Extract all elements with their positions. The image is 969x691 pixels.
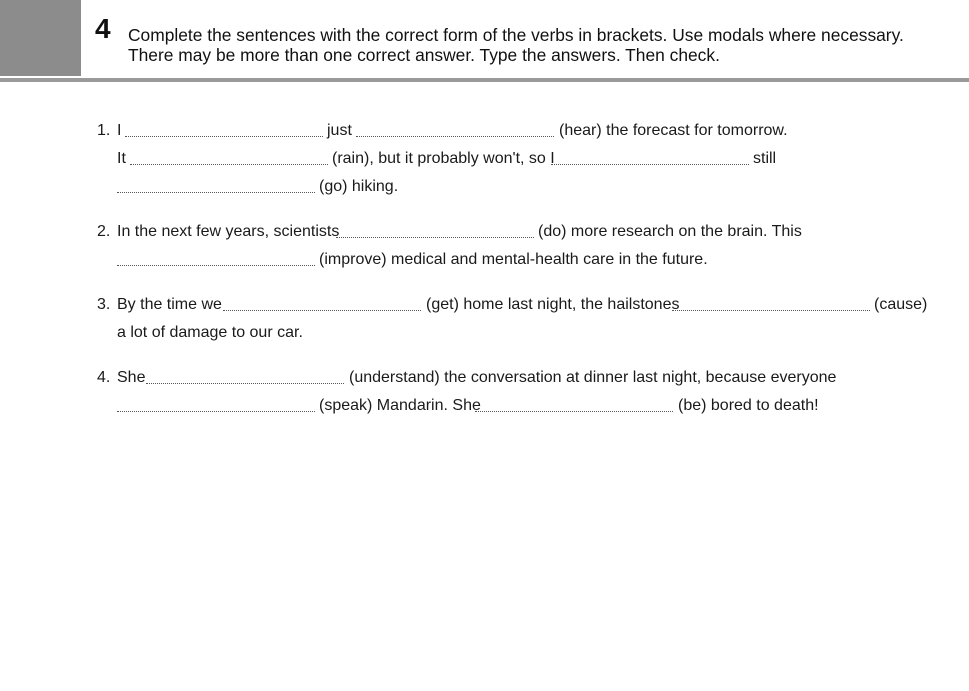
item-text: still bbox=[753, 150, 777, 167]
item-text: (improve) medical and mental-health care in the future. bbox=[319, 251, 708, 268]
item-text: (cause) bbox=[874, 296, 928, 313]
instruction-line-1: Complete the sentences with the correct form of the verbs in brackets. Use modals where necessary. bbox=[128, 25, 904, 45]
header-gray-block bbox=[0, 0, 81, 76]
answer-blank[interactable] bbox=[117, 192, 315, 193]
item-text: just bbox=[327, 122, 352, 139]
header-rule bbox=[0, 78, 969, 82]
answer-blank[interactable] bbox=[672, 310, 870, 311]
item-3-line-2 bbox=[117, 323, 517, 343]
item-3-line-1 bbox=[97, 295, 947, 315]
item-text: (do) more research on the brain. This bbox=[538, 223, 802, 240]
answer-blank[interactable] bbox=[130, 164, 328, 165]
item-4-line-1 bbox=[97, 368, 877, 388]
item-1-line-1 bbox=[97, 121, 857, 141]
item-text: In the next few years, scientists bbox=[117, 223, 340, 240]
item-text: I bbox=[117, 122, 122, 139]
item-number: 1. bbox=[97, 122, 111, 139]
item-number: 2. bbox=[97, 223, 111, 240]
item-text: (rain), but it probably won't, so I bbox=[332, 150, 555, 167]
exercise-instruction bbox=[128, 25, 958, 65]
exercise-header bbox=[0, 0, 969, 78]
answer-blank[interactable] bbox=[125, 136, 323, 137]
answer-blank[interactable] bbox=[146, 383, 344, 384]
item-text: (get) home last night, the hailstones bbox=[426, 296, 680, 313]
item-text: a lot of damage to our car. bbox=[117, 324, 303, 341]
instruction-line-2: There may be more than one correct answer. Type the answers. Then check. bbox=[128, 45, 720, 65]
item-text: (speak) Mandarin. She bbox=[319, 397, 481, 414]
item-1-line-3 bbox=[117, 177, 517, 197]
answer-blank[interactable] bbox=[117, 411, 315, 412]
answer-blank[interactable] bbox=[356, 136, 554, 137]
answer-blank[interactable] bbox=[551, 164, 749, 165]
item-text: (be) bored to death! bbox=[678, 397, 819, 414]
answer-blank[interactable] bbox=[223, 310, 421, 311]
item-1-line-2 bbox=[117, 149, 857, 169]
exercise-number: 4 bbox=[95, 13, 111, 44]
answer-blank[interactable] bbox=[475, 411, 673, 412]
item-text: (go) hiking. bbox=[319, 178, 399, 195]
item-number: 4. bbox=[97, 369, 111, 386]
item-number: 3. bbox=[97, 296, 111, 313]
item-2-line-1 bbox=[97, 222, 857, 242]
answer-blank[interactable] bbox=[336, 237, 534, 238]
item-text: She bbox=[117, 369, 146, 386]
item-text: By the time we bbox=[117, 296, 222, 313]
item-text: (hear) the forecast for tomorrow. bbox=[559, 122, 788, 139]
item-text: (understand) the conversation at dinner last night, because everyone bbox=[349, 369, 837, 386]
item-2-line-2 bbox=[117, 250, 817, 270]
item-text: It bbox=[117, 150, 126, 167]
answer-blank[interactable] bbox=[117, 265, 315, 266]
item-4-line-2 bbox=[117, 396, 877, 416]
